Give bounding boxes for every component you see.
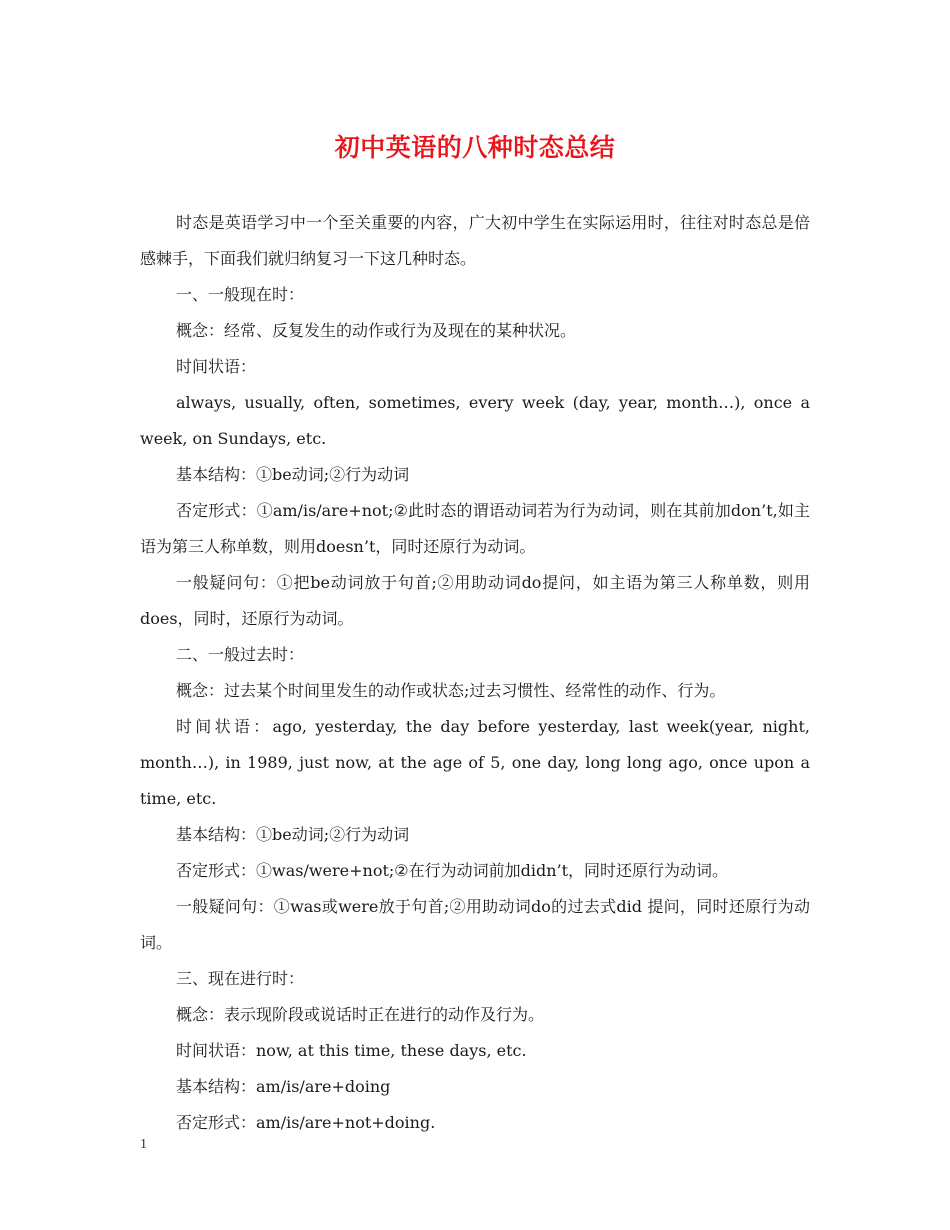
paragraph: 否定形式：①was/were+not;②在行为动词前加didn’t，同时还原行为动词。 [176,861,729,880]
document-body [140,205,810,1141]
paragraph: 否定形式：am/is/are+not+doing. [176,1113,436,1132]
paragraph: 时间状语：ago, yesterday, the day before yesterday, last week(year, night, month…), in 1989, just now, at the age of 5, one day, long long ago, once upon a time, etc. [140,717,810,808]
paragraph: 基本结构：①be动词;②行为动词 [176,825,410,844]
paragraph: 概念：经常、反复发生的动作或行为及现在的某种状况。 [176,321,577,340]
paragraph: always, usually, often, sometimes, every week (day, year, month…), once a week, on Sundays, etc. [140,393,810,448]
paragraph: 概念：表示现阶段或说话时正在进行的动作及行为。 [176,1005,545,1024]
paragraph: 概念：过去某个时间里发生的动作或状态;过去习惯性、经常性的动作、行为。 [176,681,726,700]
intro-paragraph: 时态是英语学习中一个至关重要的内容，广大初中学生在实际运用时，往往对时态总是倍感棘手，下面我们就归纳复习一下这几种时态。 [140,213,810,268]
section-heading-simple-present: 一、一般现在时： [176,285,305,304]
document-title: 初中英语的八种时态总结 [334,133,616,162]
paragraph: 一般疑问句：①把be动词放于句首;②用助动词do提问，如主语为第三人称单数，则用does，同时，还原行为动词。 [140,573,810,628]
paragraph: 时间状语：now, at this time, these days, etc. [176,1041,527,1060]
paragraph: 基本结构：am/is/are+doing [176,1077,391,1096]
paragraph: 基本结构：①be动词;②行为动词 [176,465,410,484]
paragraph: 一般疑问句：①was或were放于句首;②用助动词do的过去式did 提问，同时还原行为动词。 [140,897,810,952]
section-heading-present-continuous: 三、现在进行时： [176,969,305,988]
page-number: 1 [140,1137,147,1152]
paragraph: 否定形式：①am/is/are+not;②此时态的谓语动词若为行为动词，则在其前加don’t,如主语为第三人称单数，则用doesn’t，同时还原行为动词。 [140,501,810,556]
paragraph: 时间状语： [176,357,257,376]
section-heading-simple-past: 二、一般过去时： [176,645,305,664]
